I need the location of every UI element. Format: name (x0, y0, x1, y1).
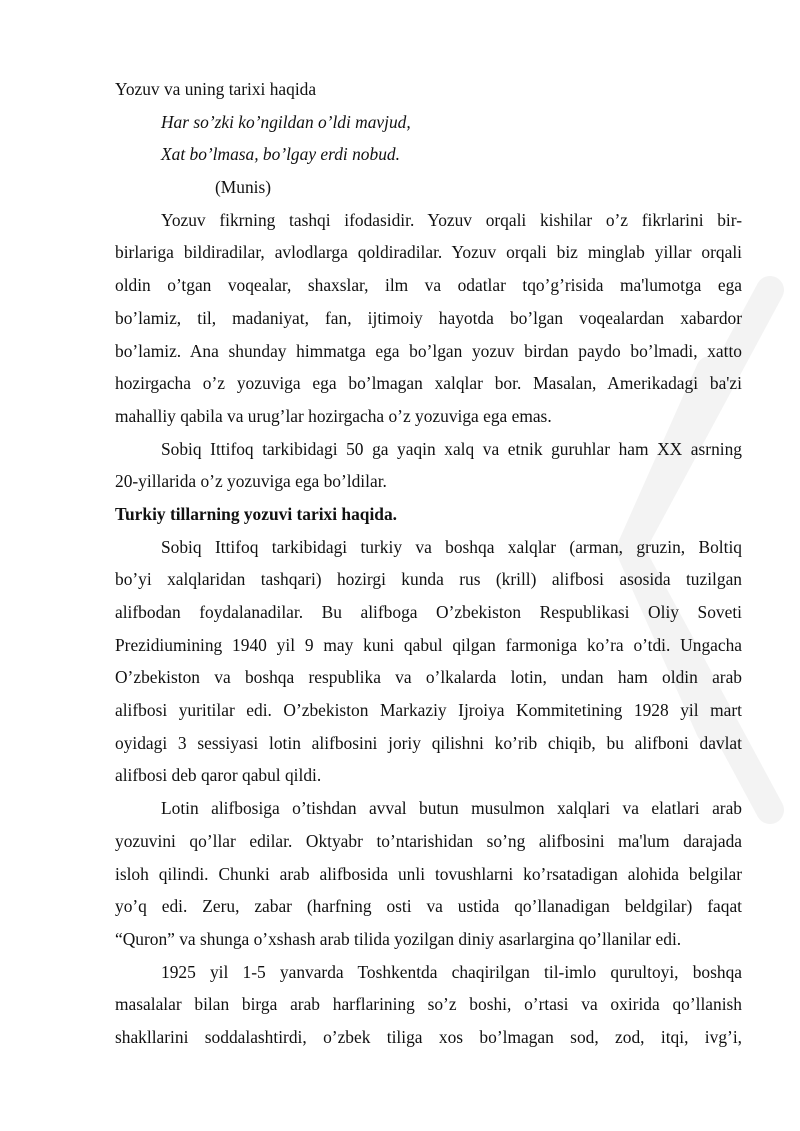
paragraph-3-line: alifbodan foydalanadilar. Bu alifboga O’zbekiston Respublikasi Oliy Soveti (115, 602, 742, 622)
paragraph-3-line: bo’yi xalqlaridan tashqari) hozirgi kunda rus (krill) alifbosi asosida tuzilgan (115, 569, 742, 590)
paragraph-4-line: “Quron” va shunga o’xshash arab tilida yozilgan diniy asarlargina qo’llanilar edi. (115, 928, 682, 949)
paragraph-3-line: Sobiq Ittifoq tarkibidagi turkiy va boshqa xalqlar (arman, gruzin, Boltiq (161, 536, 742, 557)
paragraph-5-line: 1925 yil 1-5 yanvarda Toshkentda chaqirilgan til-imlo qurultoyi, boshqa (161, 961, 742, 982)
paragraph-4-line: yozuvini qo’llar edilar. Oktyabr to’ntarishidan so’ng alifbosini ma'lum darajada (115, 830, 742, 851)
paragraph-1-line: oldin o’tgan voqealar, shaxslar, ilm va odatlar tqo’g’risida ma'lumotga ega (115, 275, 742, 296)
paragraph-3-line: Prezidiumining 1940 yil 9 may kuni qabul qilgan farmoniga ko’ra o’tdi. Ungacha (115, 634, 742, 655)
paragraph-3-line: alifbosi deb qaror qabul qildi. (115, 765, 322, 786)
paragraph-1-line: mahalliy qabila va urug’lar hozirgacha o’z yozuviga ega emas. (115, 405, 552, 426)
epigraph-author: (Munis) (215, 177, 272, 198)
epigraph-line-2: Xat bo’lmasa, bo’lgay erdi nobud. (161, 144, 400, 165)
paragraph-4-line: Lotin alifbosiga o’tishdan avval butun musulmon xalqlari va elatlari arab (161, 798, 742, 819)
paragraph-1-line: bo’lamiz. Ana shunday himmatga ega bo’lgan yozuv birdan paydo bo’lmadi, xatto (115, 340, 742, 361)
paragraph-1-line: birlariga bildiradilar, avlodlarga qoldiradilar. Yozuv orqali biz minglab yillar orqali (115, 242, 742, 263)
epigraph-line-1: Har so’zki ko’ngildan o’ldi mavjud, (161, 111, 411, 132)
paragraph-4-line: yo’q edi. Zeru, zabar (harfning osti va ustida qo’llanadigan beldgilar) faqat (115, 896, 742, 917)
paragraph-2-line: 20-yillarida o’z yozuviga ega bo’ldilar. (115, 471, 387, 492)
paragraph-1-line: hozirgacha o’z yozuviga ega bo’lmagan xalqlar bor. Masalan, Amerikadagi ba'zi (115, 373, 742, 394)
paragraph-5-line: masalalar bilan birga arab harflarining so’z boshi, o’rtasi va oxirida qo’llanish (115, 994, 742, 1015)
paragraph-3-line: alifbosi yuritilar edi. O’zbekiston Markaziy Ijroiya Kommitetining 1928 yil mart (115, 700, 742, 721)
paragraph-4-line: isloh qilindi. Chunki arab alifbosida unli tovushlarni ko’rsatadigan alohida belgilar (115, 863, 742, 884)
paragraph-1-line: Yozuv fikrning tashqi ifodasidir. Yozuv orqali kishilar o’z fikrlarini bir- (161, 209, 742, 230)
paragraph-5-line: shakllarini soddalashtirdi, o’zbek tiligа xos bo’lmagan sod, zod, itqi, ivg’i, (115, 1026, 742, 1047)
paragraph-2-line: Sobiq Ittifoq tarkibidagi 50 ga yaqin xalq va etnik guruhlar ham XX asrning (161, 438, 742, 459)
section-heading: Turkiy tillarning yozuvi tarixi haqida. (115, 503, 398, 524)
document-body (115, 73, 742, 1054)
document-title: Yozuv va uning tarixi haqida (115, 79, 317, 99)
paragraph-1-line: bo’lamiz, til, madaniyat, fan, ijtimoiy hayotda bo’lgan voqealardan xabardor (115, 307, 742, 328)
paragraph-3-line: O’zbekiston va boshqa respublika va o’lkalarda lotin, undan ham oldin arab (115, 667, 742, 688)
paragraph-3-line: oyidagi 3 sessiyasi lotin alifbosini joriy qilishni ko’rib chiqib, bu alifboni davlat (115, 732, 742, 753)
